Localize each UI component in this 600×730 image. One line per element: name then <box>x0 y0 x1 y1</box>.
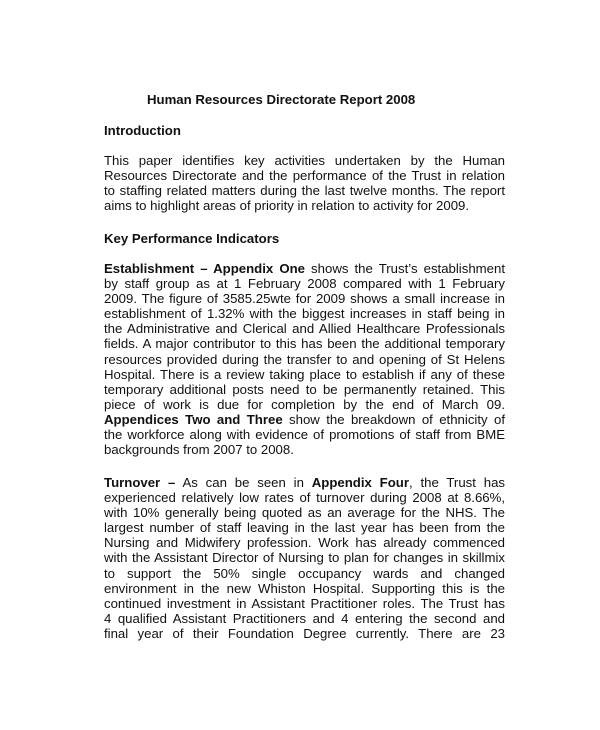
paragraph-line: resources provided during the transfer to and opening of St Helens <box>104 351 505 367</box>
paragraph-line: final year of their Foundation Degree currently. There are 23 <box>104 625 505 641</box>
establishment-label: Establishment – Appendix One <box>104 261 305 276</box>
paragraph-line: the workforce along with evidence of promotions of staff from BME <box>104 427 505 443</box>
turnover-paragraph <box>104 475 505 641</box>
introduction-heading: Introduction <box>104 123 181 138</box>
turnover-label: Turnover – <box>104 475 176 490</box>
paragraph-line: establishment of 1.32% with the biggest increases in staff being in <box>104 306 505 322</box>
paragraph-line: Resources Directorate and the performance of the Trust in relation <box>104 168 505 184</box>
paragraph-line: continued investment in Assistant Practitioner roles. The Trust has <box>104 595 505 611</box>
paragraph-line: piece of work is due for completion by the end of March 09. <box>104 396 505 412</box>
paragraph-line: 2009. The figure of 3585.25wte for 2009 shows a small increase in <box>104 291 505 307</box>
paragraph-line: backgrounds from 2007 to 2008. <box>104 442 294 458</box>
paragraph-line: with the Assistant Director of Nursing to plan for changes in skillmix <box>104 550 505 566</box>
paragraph-line: This paper identifies key activities undertaken by the Human <box>104 153 505 168</box>
appendix-four-label: Appendix Four <box>311 475 409 490</box>
paragraph-line: Nursing and Midwifery profession. Work has already commenced <box>104 535 505 551</box>
paragraph-line: to support the 50% single occupancy wards and changed <box>104 565 505 581</box>
report-title: Human Resources Directorate Report 2008 <box>147 92 416 107</box>
establishment-paragraph <box>104 261 505 457</box>
kpi-heading: Key Performance Indicators <box>104 231 280 246</box>
paragraph-line: environment in the new Whiston Hospital. Supporting this is the <box>104 580 505 596</box>
paragraph-line: fields. A major contributor to this has been the additional temporary <box>104 336 505 352</box>
paragraph-line: experienced relatively low rates of turnover during 2008 at 8.66%, <box>104 490 505 506</box>
paragraph-line: the Administrative and Clerical and Allied Healthcare Professionals <box>104 321 505 337</box>
paragraph-line: Hospital. There is a review taking place to establish if any of these <box>104 366 505 382</box>
appendices-label: Appendices Two and Three <box>104 411 283 427</box>
paragraph-line: aims to highlight areas of priority in relation to activity for 2009. <box>104 198 470 214</box>
paragraph-line: temporary additional posts need to be permanently retained. This <box>104 381 505 397</box>
introduction-paragraph <box>104 153 505 213</box>
paragraph-line: by staff group as at 1 February 2008 compared with 1 February <box>104 276 505 292</box>
paragraph-line: largest number of staff leaving in the last year has been from the <box>104 520 505 536</box>
paragraph-line: Appendices Two and Three show the breakdown of ethnicity of <box>104 411 505 427</box>
paragraph-line: to staffing related matters during the last twelve months. The report <box>104 183 505 199</box>
paragraph-line: 4 qualified Assistant Practitioners and 4 entering the second and <box>104 610 505 626</box>
paragraph-line: Establishment – Appendix One shows the Trust’s establishment <box>104 261 505 276</box>
paragraph-line: Turnover – As can be seen in Appendix Four, the Trust has <box>104 475 505 490</box>
paragraph-line: with 10% generally being quoted as an average for the NHS. The <box>104 505 505 521</box>
